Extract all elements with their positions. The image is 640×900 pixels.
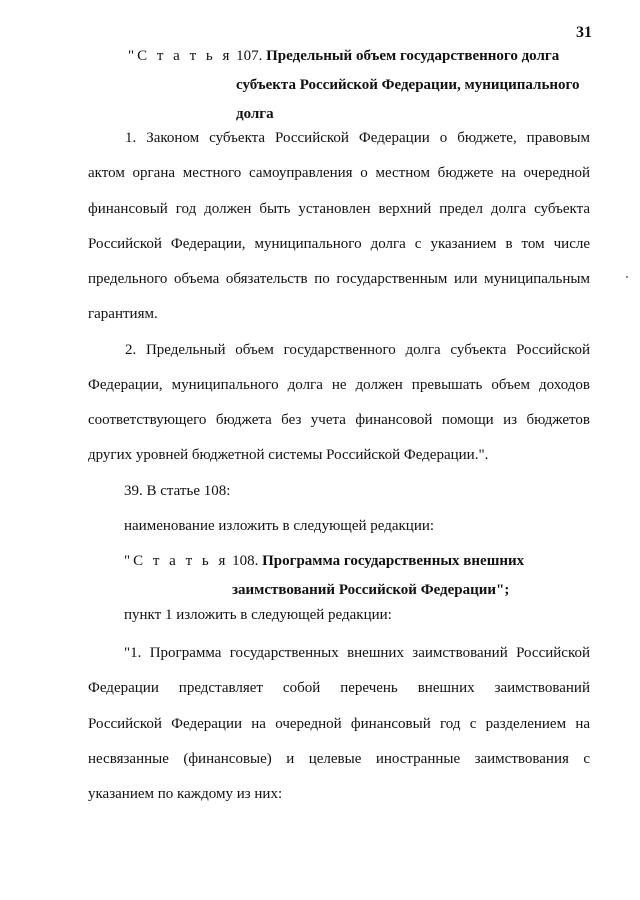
paragraph-line: Российской Федерации, муниципального долга с указанием в том числе xyxy=(88,236,590,252)
rename-instruction: наименование изложить в следующей редакции: xyxy=(124,518,435,534)
paragraph-line: указанием по каждому из них: xyxy=(88,786,283,802)
article-107-prefix: "С т а т ь я xyxy=(128,48,233,64)
paragraph-line: гарантиям. xyxy=(88,306,158,322)
scan-speck xyxy=(626,276,628,278)
paragraph-line: Федерации представляет собой перечень внешних заимствований xyxy=(88,680,590,696)
point-1-instruction: пункт 1 изложить в следующей редакции: xyxy=(124,607,392,623)
page-number: 31 xyxy=(576,24,592,41)
paragraph-line: Федерации, муниципального долга не должен превышать объем доходов xyxy=(88,377,590,393)
paragraph-line: Российской Федерации на очередной финансовый год с разделением на xyxy=(88,716,590,732)
article-108-heading-line1 xyxy=(124,553,524,570)
article-108-number: 108. xyxy=(228,553,263,569)
item-39: 39. В статье 108: xyxy=(124,483,231,499)
article-107-title-line2: субъекта Российской Федерации, муниципального xyxy=(236,77,580,93)
article-107-title-line3: долга xyxy=(236,106,274,122)
paragraph-line: 2. Предельный объем государственного долга субъекта Российской xyxy=(125,342,590,358)
paragraph-line: финансовый год должен быть установлен верхний предел долга субъекта xyxy=(88,201,590,217)
paragraph-line: 1. Законом субъекта Российской Федерации о бюджете, правовым xyxy=(125,130,590,146)
article-107-title-line1: Предельный объем государственного долга xyxy=(266,48,560,64)
article-108-title-line1: Программа государственных внешних xyxy=(262,553,525,569)
paragraph-line: соответствующего бюджета без учета финансовой помощи из бюджетов xyxy=(88,412,590,428)
paragraph-line: "1. Программа государственных внешних заимствований Российской xyxy=(124,645,590,661)
article-108-prefix: "С т а т ь я xyxy=(124,553,229,569)
article-108-title-line2: заимствований Российской Федерации"; xyxy=(232,582,510,598)
paragraph-line: других уровней бюджетной системы Российской Федерации.". xyxy=(88,447,489,463)
article-107-heading-line1 xyxy=(128,48,559,65)
paragraph-line: несвязанные (финансовые) и целевые иностранные заимствования с xyxy=(88,751,590,767)
paragraph-line: предельного объема обязательств по государственным или муниципальным xyxy=(88,271,590,287)
article-107-number: 107. xyxy=(232,48,267,64)
paragraph-line: актом органа местного самоуправления о местном бюджете на очередной xyxy=(88,165,590,181)
